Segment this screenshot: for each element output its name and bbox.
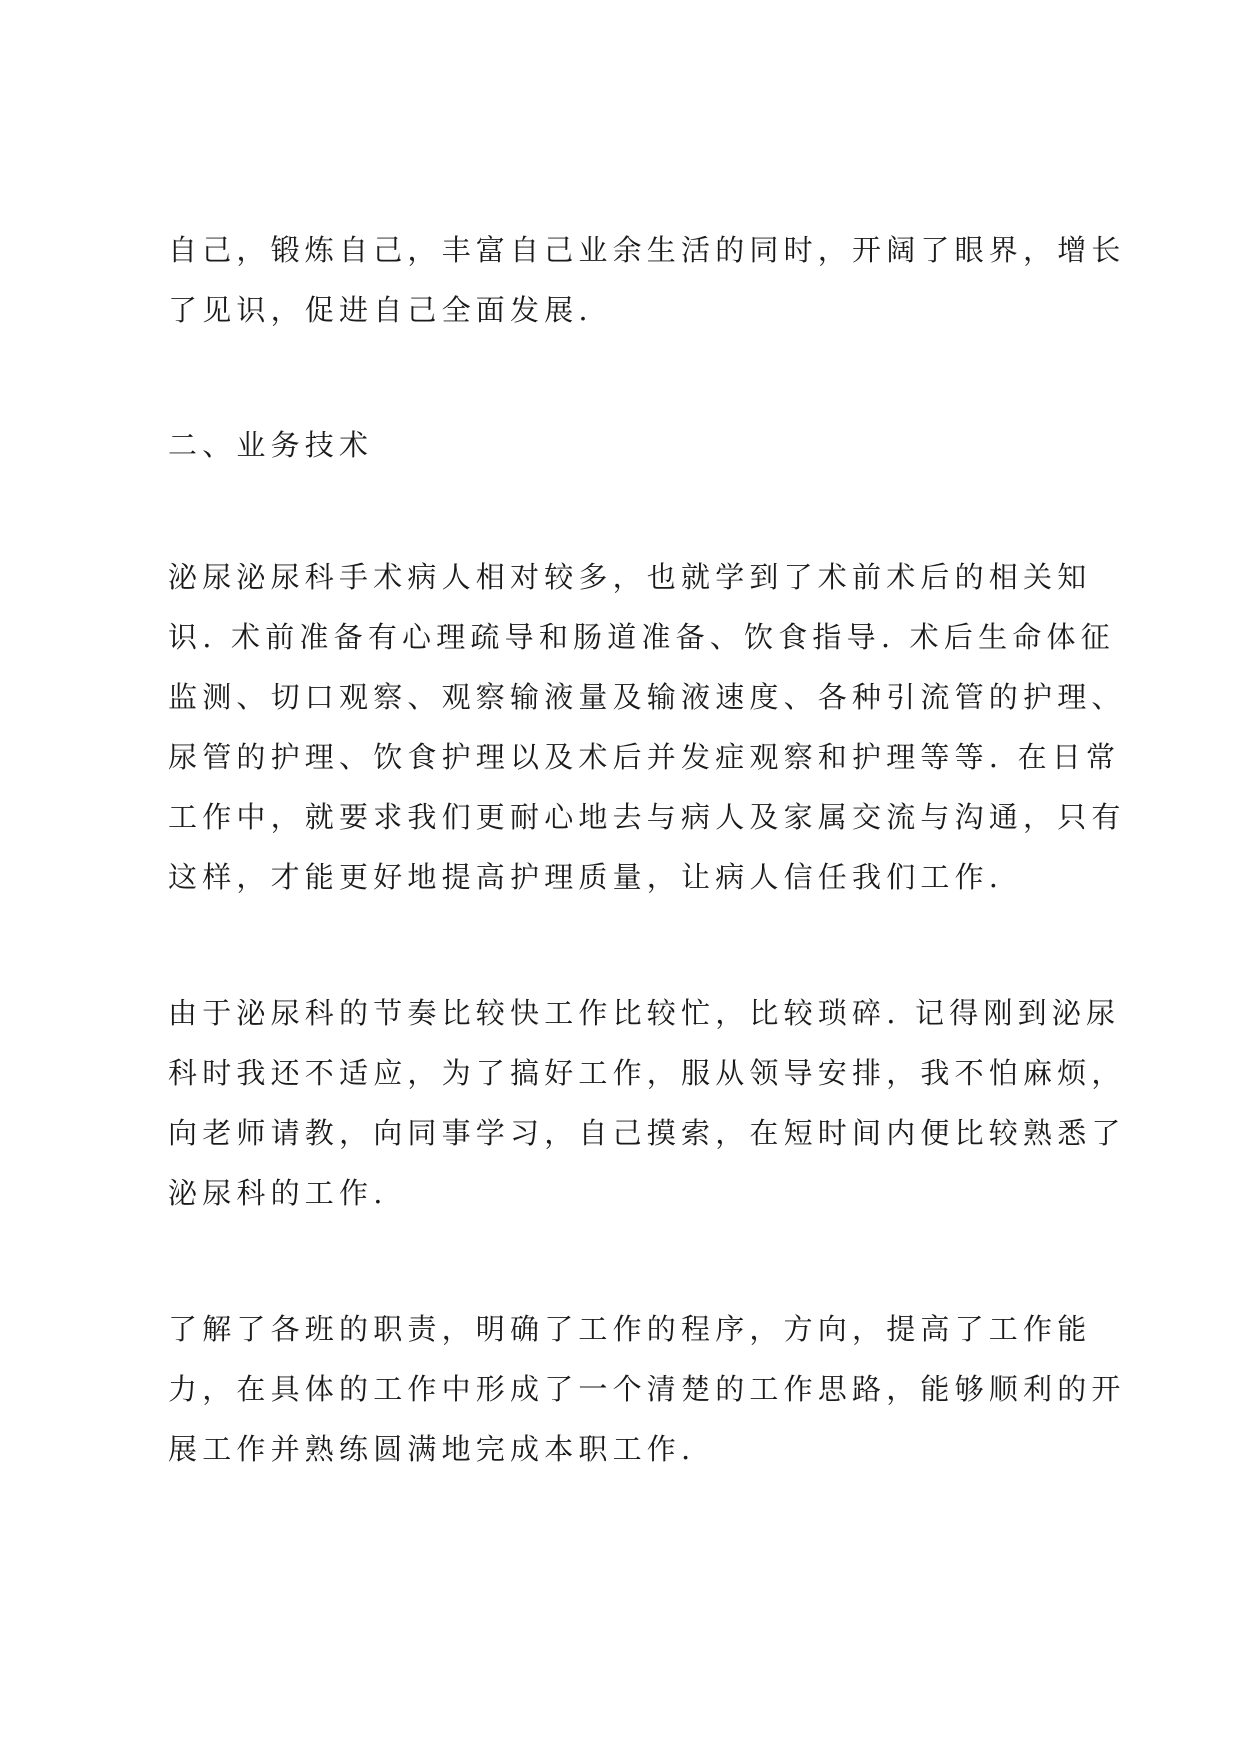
paragraph-2-line-3: 监测、切口观察、观察输液量及输液速度、各种引流管的护理、 — [168, 680, 1126, 714]
paragraph-2-line-4: 尿管的护理、饮食护理以及术后并发症观察和护理等等. 在日常 — [168, 740, 1121, 774]
paragraph-1-line-1: 自己，锻炼自己，丰富自己业余生活的同时，开阔了眼界，增长 — [168, 233, 1126, 267]
paragraph-4-line-2: 力，在具体的工作中形成了一个清楚的工作思路，能够顺利的开 — [168, 1372, 1126, 1406]
paragraph-1-line-2: 了见识，促进自己全面发展. — [168, 293, 593, 327]
paragraph-3-line-4: 泌尿科的工作. — [168, 1176, 388, 1210]
paragraph-3-line-3: 向老师请教，向同事学习，自己摸索，在短时间内便比较熟悉了 — [168, 1116, 1126, 1150]
paragraph-2-line-5: 工作中，就要求我们更耐心地去与病人及家属交流与沟通，只有 — [168, 800, 1126, 834]
paragraph-3-line-2: 科时我还不适应，为了搞好工作，服从领导安排，我不怕麻烦， — [168, 1056, 1126, 1090]
paragraph-4-line-3: 展工作并熟练圆满地完成本职工作. — [168, 1432, 696, 1466]
section-heading: 二、业务技术 — [168, 428, 374, 462]
paragraph-3-line-1: 由于泌尿科的节奏比较快工作比较忙，比较琐碎. 记得刚到泌尿 — [168, 996, 1121, 1030]
paragraph-2-line-1: 泌尿泌尿科手术病人相对较多，也就学到了术前术后的相关知 — [168, 560, 1092, 594]
paragraph-4-line-1: 了解了各班的职责，明确了工作的程序，方向，提高了工作能 — [168, 1312, 1092, 1346]
paragraph-2-line-2: 识. 术前准备有心理疏导和肠道准备、饮食指导. 术后生命体征 — [168, 620, 1115, 654]
paragraph-2-line-6: 这样，才能更好地提高护理质量，让病人信任我们工作. — [168, 860, 1004, 894]
